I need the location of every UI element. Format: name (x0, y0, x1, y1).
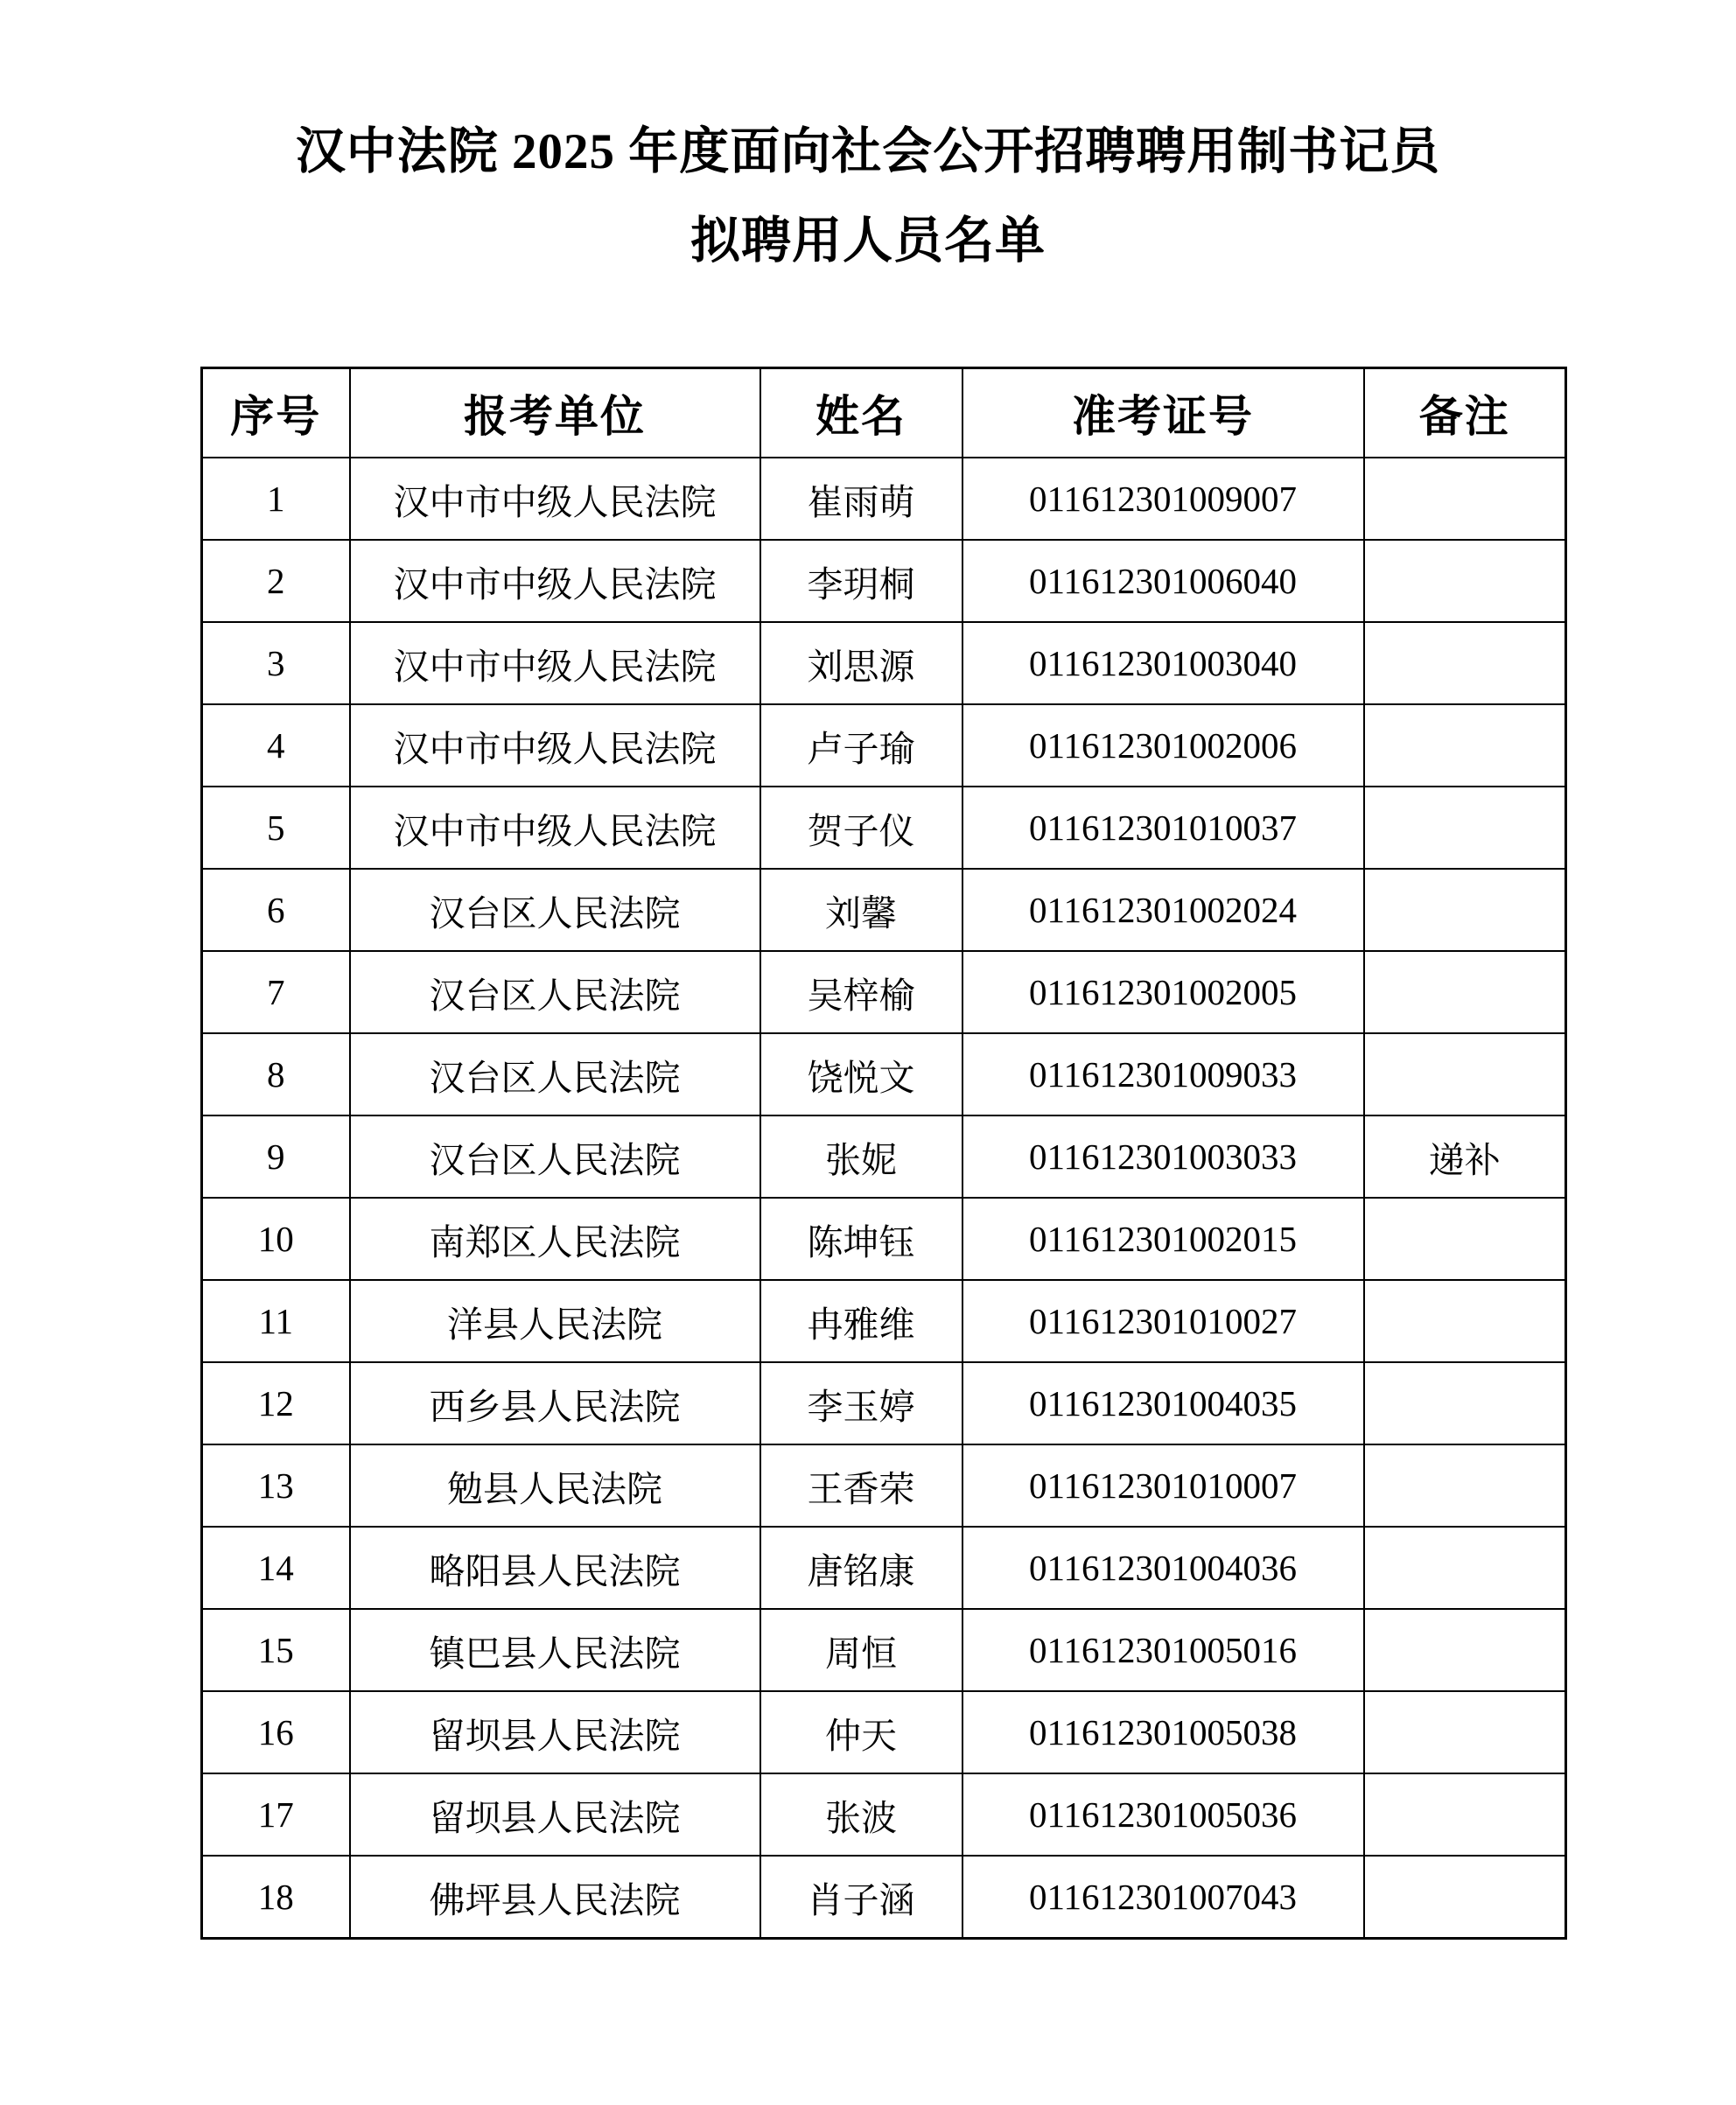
cell-serial: 7 (202, 951, 350, 1033)
cell-remark (1364, 1033, 1566, 1115)
cell-remark (1364, 1362, 1566, 1444)
cell-remark (1364, 1856, 1566, 1939)
cell-serial: 5 (202, 787, 350, 869)
table-row (202, 1198, 1566, 1280)
cell-unit: 镇巴县人民法院 (350, 1609, 760, 1691)
cell-name: 饶悦文 (760, 1033, 962, 1115)
cell-ticket: 011612301007043 (962, 1856, 1364, 1939)
cell-name: 李玥桐 (760, 540, 962, 622)
table-row (202, 1115, 1566, 1198)
table-row (202, 458, 1566, 540)
cell-remark (1364, 704, 1566, 787)
cell-ticket: 011612301002006 (962, 704, 1364, 787)
cell-name: 崔雨萌 (760, 458, 962, 540)
cell-name: 刘馨 (760, 869, 962, 951)
cell-serial: 14 (202, 1527, 350, 1609)
column-header-ticket: 准考证号 (962, 368, 1364, 458)
cell-unit: 汉中市中级人民法院 (350, 540, 760, 622)
cell-remark (1364, 1444, 1566, 1527)
table-row (202, 1033, 1566, 1115)
cell-serial: 6 (202, 869, 350, 951)
cell-name: 陈坤钰 (760, 1198, 962, 1280)
cell-remark (1364, 787, 1566, 869)
cell-unit: 汉中市中级人民法院 (350, 704, 760, 787)
cell-name: 王香荣 (760, 1444, 962, 1527)
cell-remark (1364, 1609, 1566, 1691)
cell-unit: 汉台区人民法院 (350, 1033, 760, 1115)
cell-name: 张妮 (760, 1115, 962, 1198)
cell-unit: 西乡县人民法院 (350, 1362, 760, 1444)
cell-serial: 8 (202, 1033, 350, 1115)
table-row (202, 869, 1566, 951)
cell-ticket: 011612301006040 (962, 540, 1364, 622)
cell-unit: 略阳县人民法院 (350, 1527, 760, 1609)
cell-ticket: 011612301009033 (962, 1033, 1364, 1115)
cell-name: 肖子涵 (760, 1856, 962, 1939)
table-row (202, 704, 1566, 787)
cell-unit: 汉中市中级人民法院 (350, 622, 760, 704)
hired-personnel-table (200, 367, 1567, 1940)
cell-ticket: 011612301003033 (962, 1115, 1364, 1198)
cell-name: 周恒 (760, 1609, 962, 1691)
column-header-name: 姓名 (760, 368, 962, 458)
cell-name: 冉雅维 (760, 1280, 962, 1362)
cell-unit: 留坝县人民法院 (350, 1773, 760, 1856)
cell-unit: 汉台区人民法院 (350, 1115, 760, 1198)
cell-name: 张波 (760, 1773, 962, 1856)
cell-remark (1364, 1527, 1566, 1609)
document-title-line1: 汉中法院 2025 年度面向社会公开招聘聘用制书记员 (295, 124, 1441, 179)
document-title-line2: 拟聘用人员名单 (690, 213, 1046, 269)
cell-remark (1364, 622, 1566, 704)
cell-name: 贺子仪 (760, 787, 962, 869)
column-header-unit: 报考单位 (350, 368, 760, 458)
cell-ticket: 011612301002005 (962, 951, 1364, 1033)
cell-ticket: 011612301010027 (962, 1280, 1364, 1362)
table-header-row (202, 368, 1566, 458)
cell-ticket: 011612301005038 (962, 1691, 1364, 1773)
cell-serial: 4 (202, 704, 350, 787)
cell-serial: 10 (202, 1198, 350, 1280)
table-row (202, 1362, 1566, 1444)
table-row (202, 1280, 1566, 1362)
cell-unit: 汉台区人民法院 (350, 951, 760, 1033)
cell-name: 唐铭康 (760, 1527, 962, 1609)
cell-serial: 18 (202, 1856, 350, 1939)
cell-remark (1364, 1198, 1566, 1280)
cell-serial: 9 (202, 1115, 350, 1198)
cell-serial: 15 (202, 1609, 350, 1691)
cell-ticket: 011612301009007 (962, 458, 1364, 540)
table-row (202, 1444, 1566, 1527)
cell-remark (1364, 458, 1566, 540)
cell-serial: 3 (202, 622, 350, 704)
cell-unit: 留坝县人民法院 (350, 1691, 760, 1773)
cell-name: 仲天 (760, 1691, 962, 1773)
cell-ticket: 011612301002024 (962, 869, 1364, 951)
table-row (202, 1527, 1566, 1609)
table-row (202, 1773, 1566, 1856)
cell-remark (1364, 1773, 1566, 1856)
cell-ticket: 011612301004035 (962, 1362, 1364, 1444)
cell-unit: 汉中市中级人民法院 (350, 458, 760, 540)
cell-ticket: 011612301010007 (962, 1444, 1364, 1527)
cell-unit: 南郑区人民法院 (350, 1198, 760, 1280)
cell-name: 吴梓榆 (760, 951, 962, 1033)
cell-unit: 佛坪县人民法院 (350, 1856, 760, 1939)
cell-remark (1364, 869, 1566, 951)
table-row (202, 622, 1566, 704)
cell-remark: 递补 (1364, 1115, 1566, 1198)
cell-ticket: 011612301005016 (962, 1609, 1364, 1691)
cell-serial: 12 (202, 1362, 350, 1444)
cell-serial: 13 (202, 1444, 350, 1527)
cell-serial: 16 (202, 1691, 350, 1773)
cell-serial: 11 (202, 1280, 350, 1362)
column-header-serial: 序号 (202, 368, 350, 458)
cell-remark (1364, 1280, 1566, 1362)
cell-remark (1364, 951, 1566, 1033)
table-row (202, 540, 1566, 622)
cell-name: 卢子瑜 (760, 704, 962, 787)
table-row (202, 1856, 1566, 1939)
cell-unit: 勉县人民法院 (350, 1444, 760, 1527)
cell-ticket: 011612301004036 (962, 1527, 1364, 1609)
cell-ticket: 011612301002015 (962, 1198, 1364, 1280)
table-body (202, 458, 1566, 1939)
cell-remark (1364, 540, 1566, 622)
cell-serial: 17 (202, 1773, 350, 1856)
cell-remark (1364, 1691, 1566, 1773)
table-row (202, 787, 1566, 869)
table-row (202, 1609, 1566, 1691)
table-row (202, 1691, 1566, 1773)
cell-name: 李玉婷 (760, 1362, 962, 1444)
cell-ticket: 011612301010037 (962, 787, 1364, 869)
cell-serial: 2 (202, 540, 350, 622)
cell-unit: 汉台区人民法院 (350, 869, 760, 951)
table-row (202, 951, 1566, 1033)
cell-ticket: 011612301003040 (962, 622, 1364, 704)
cell-name: 刘思源 (760, 622, 962, 704)
cell-ticket: 011612301005036 (962, 1773, 1364, 1856)
cell-unit: 汉中市中级人民法院 (350, 787, 760, 869)
cell-unit: 洋县人民法院 (350, 1280, 760, 1362)
column-header-remark: 备注 (1364, 368, 1566, 458)
cell-serial: 1 (202, 458, 350, 540)
